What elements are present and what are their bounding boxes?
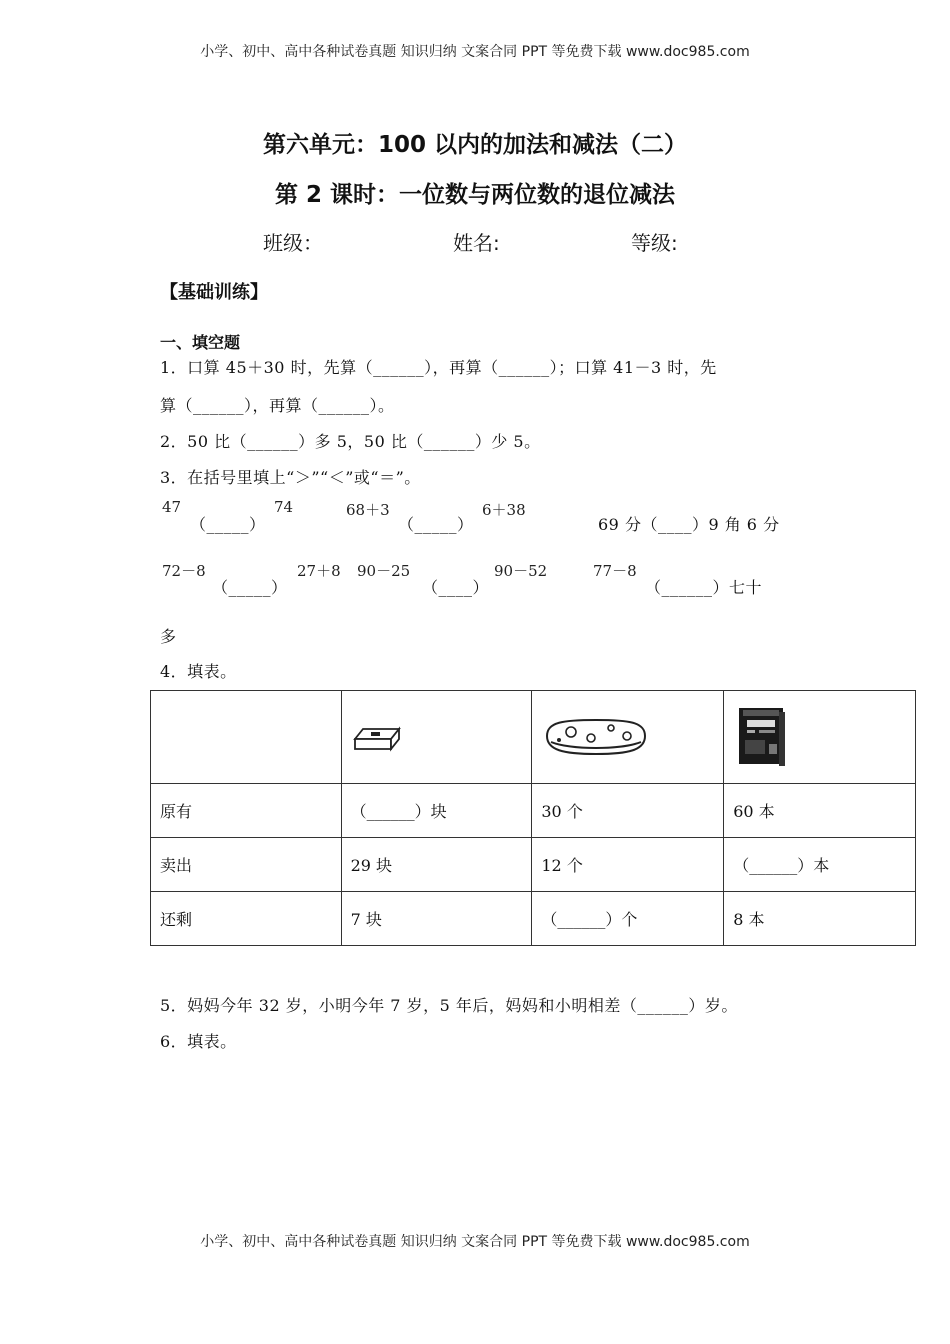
book-icon <box>733 704 793 770</box>
lesson-title: 第 2 课时：一位数与两位数的退位减法 <box>274 182 676 208</box>
pencil-case-cell <box>532 691 724 784</box>
compare-1-left: 47 <box>162 498 182 516</box>
book-original: 60 本 <box>724 784 916 838</box>
name-label: 姓名: <box>453 231 500 255</box>
section-title: 【基础训练】 <box>160 282 268 303</box>
part-title: 一、填空题 <box>160 333 241 352</box>
table-row <box>151 892 916 946</box>
question-4: 4．填表。 <box>160 662 237 681</box>
compare-2-right: 6＋38 <box>482 501 526 519</box>
pencil-case-icon <box>541 714 651 760</box>
book-cell <box>724 691 916 784</box>
sales-table <box>150 690 916 946</box>
row-label: 还剩 <box>151 892 342 946</box>
compare-1-blank: （_____） <box>190 515 266 534</box>
unit-title: 第六单元：100 以内的加法和减法（二） <box>262 132 688 158</box>
question-3: 3．在括号里填上“＞”“＜”或“＝”。 <box>160 468 421 487</box>
compare-5-blank: （____） <box>422 578 490 597</box>
eraser-sold: 29 块 <box>341 838 532 892</box>
question-2: 2．50 比（______）多 5，50 比（______）少 5。 <box>160 432 541 451</box>
compare-4-left: 72－8 <box>162 562 206 580</box>
compare-5-left: 90－25 <box>357 562 411 580</box>
compare-6-blank: （______）七十 <box>645 578 763 597</box>
compare-4-blank: （_____） <box>212 578 288 597</box>
grade-label: 等级: <box>631 231 678 255</box>
book-left: 8 本 <box>724 892 916 946</box>
table-row <box>151 784 916 838</box>
compare-2-blank: （_____） <box>398 515 474 534</box>
eraser-cell <box>341 691 532 784</box>
compare-2-left: 68＋3 <box>346 501 390 519</box>
compare-4-right: 27＋8 <box>297 562 341 580</box>
table-header-row <box>151 691 916 784</box>
table-corner-cell <box>151 691 342 784</box>
eraser-left: 7 块 <box>341 892 532 946</box>
question-6: 6．填表。 <box>160 1032 237 1051</box>
compare-6-wrap: 多 <box>160 627 177 646</box>
question-1-line-1: 1．口算 45＋30 时，先算（______），再算（______）；口算 41－3 时，先 <box>160 358 717 377</box>
pencil-case-left: （______）个 <box>532 892 724 946</box>
question-5: 5．妈妈今年 32 岁，小明今年 7 岁，5 年后，妈妈和小明相差（______）岁。 <box>160 996 738 1015</box>
row-label: 原有 <box>151 784 342 838</box>
table-row <box>151 838 916 892</box>
compare-1-right: 74 <box>274 498 294 516</box>
book-sold: （______）本 <box>724 838 916 892</box>
compare-5-right: 90－52 <box>494 562 548 580</box>
page-header: 小学、初中、高中各种试卷真题 知识归纳 文案合同 PPT 等免费下载 www.doc985.com <box>200 44 750 60</box>
row-label: 卖出 <box>151 838 342 892</box>
class-label: 班级： <box>263 231 323 255</box>
eraser-icon <box>351 717 411 757</box>
compare-6-left: 77－8 <box>593 562 637 580</box>
eraser-original: （______）块 <box>341 784 532 838</box>
pencil-case-sold: 12 个 <box>532 838 724 892</box>
compare-3: 69 分（____）9 角 6 分 <box>598 515 780 534</box>
question-1-line-2: 算（______），再算（______）。 <box>160 396 395 415</box>
pencil-case-original: 30 个 <box>532 784 724 838</box>
page-footer: 小学、初中、高中各种试卷真题 知识归纳 文案合同 PPT 等免费下载 www.doc985.com <box>200 1234 750 1250</box>
